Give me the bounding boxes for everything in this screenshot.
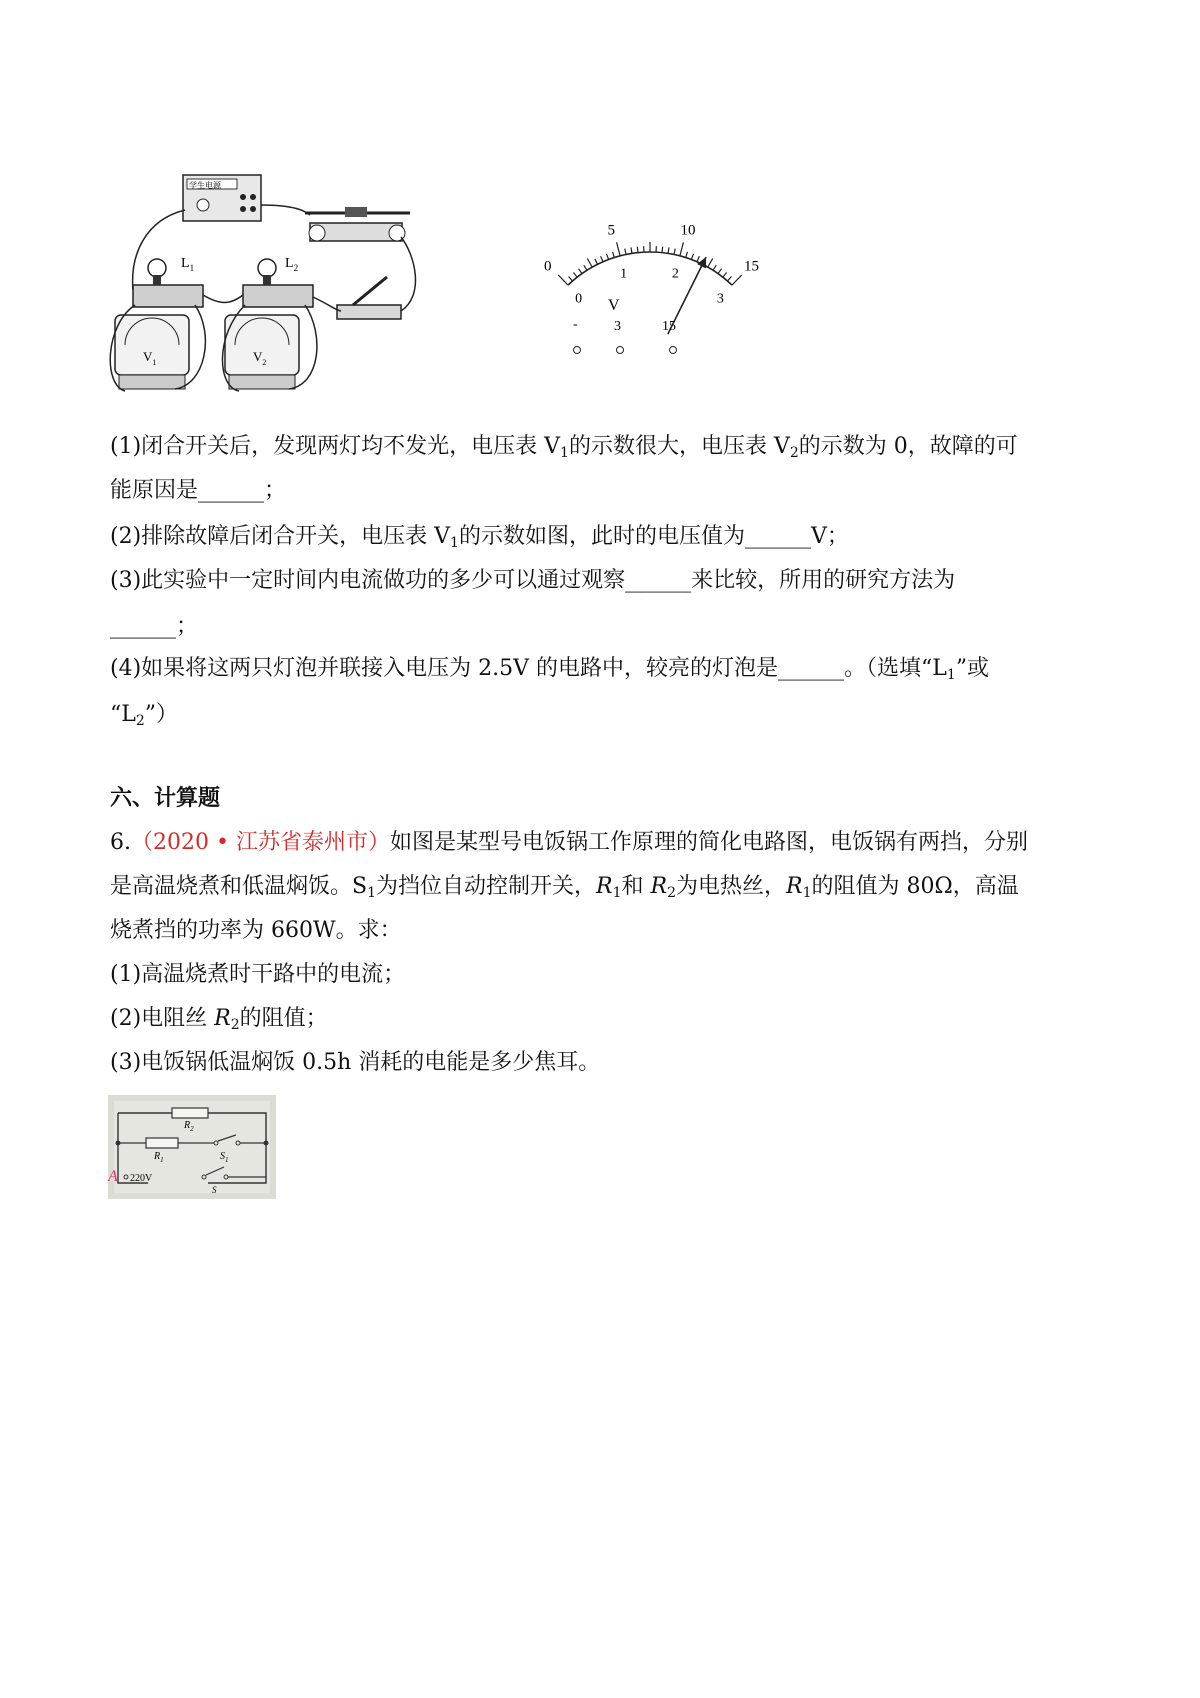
rice-cooker-circuit-figure (108, 1095, 276, 1199)
dial-tick (637, 247, 638, 253)
dial-tick (662, 247, 663, 253)
dial-tick (686, 252, 688, 258)
voltmeter-v1-label: $V_1$ (143, 349, 157, 367)
terminal-3-post (617, 347, 624, 354)
dial-tick (569, 277, 573, 282)
question-3-line-1: (3)此实验中一定时间内电流做功的多少可以通过观察______来比较，所用的研究方法为 (110, 568, 956, 593)
question-1-line-2: 能原因是______； (110, 478, 287, 503)
lamp-l1-label: $L_1$ (181, 256, 195, 273)
dial-tick (601, 256, 603, 262)
problem-6-line-1: 6.（2020 • 江苏省泰州市）如图是某型号电饭锅工作原理的简化电路图，电饭锅有两挡，分别 (110, 830, 1028, 855)
dial-tick (617, 242, 621, 256)
voltage-label: 220V (130, 1173, 153, 1184)
voltmeter-dial-figure (540, 200, 780, 380)
dial-tick (558, 275, 568, 285)
problem-source: （2020 • 江苏省泰州市） (131, 830, 390, 855)
terminal-15-post (670, 347, 677, 354)
upper-scale-label: 5 (607, 222, 616, 239)
dial-tick (708, 258, 713, 267)
dial-tick (691, 254, 693, 260)
question-2: (2)排除故障后闭合开关，电压表 $V_1$的示数如图，此时的电压值为______V； (110, 524, 849, 551)
experiment-circuit-figure (105, 165, 465, 445)
dial-tick (732, 275, 742, 285)
upper-scale-label: 10 (680, 222, 696, 239)
section-heading: 六、计算题 (110, 786, 221, 811)
question-3-line-2: ______； (110, 614, 199, 639)
s-label: S (212, 1185, 217, 1195)
dial-tick (674, 249, 675, 255)
terminal-minus: - (573, 317, 578, 332)
dial-tick (613, 252, 615, 258)
dial-tick (728, 277, 732, 282)
question-4-line-1: (4)如果将这两只灯泡并联接入电压为 2.5V 的电路中，较亮的灯泡是______。（选填“$L_1$”或 (110, 656, 990, 683)
dial-tick (631, 247, 632, 253)
dial-tick (668, 247, 669, 253)
upper-scale-label: 15 (744, 258, 760, 275)
terminal-15: 15 (662, 319, 676, 334)
question-4-line-2: “$L_2$”） (110, 702, 179, 729)
dial-tick (718, 269, 721, 274)
power-source-label: 学生电源 (189, 181, 221, 190)
problem-6-sub-1: (1)高温烧煮时干路中的电流； (110, 962, 406, 987)
s1-label: $S_1$ (220, 1151, 229, 1164)
terminal-minus-post (574, 347, 581, 354)
problem-6-sub-3: (3)电饭锅低温焖饭 0.5h 消耗的电能是多少焦耳。 (110, 1050, 601, 1075)
dial-tick (587, 258, 592, 267)
terminal-3: 3 (614, 319, 621, 334)
problem-6-sub-2: (2)电阻丝 $R_2$的阻值； (110, 1006, 328, 1033)
dial-unit: V (608, 297, 620, 314)
lower-scale-label: 1 (620, 266, 628, 282)
r2-label: $R_2$ (184, 1120, 194, 1133)
dial-tick (584, 265, 587, 270)
handwritten-mark: A (108, 1168, 118, 1185)
dial-tick (595, 259, 598, 264)
problem-6-line-2: 是高温烧煮和低温焖饭。$S_1$为挡位自动控制开关，$R_1$和 $R_2$为电热丝，$R_1$的阻值为 80Ω，高温 (110, 874, 1019, 901)
question-1-line-1: (1)闭合开关后，发现两灯均不发光，电压表 $V_1$的示数很大，电压表 $V_2$的示数为 0，故障的可 (110, 434, 1018, 461)
dial-tick (680, 242, 684, 256)
dial-tick (573, 272, 577, 277)
problem-6-line-3: 烧煮挡的功率为 660W。求： (110, 918, 402, 943)
dial-tick (697, 256, 699, 262)
upper-scale-label: 0 (543, 258, 552, 275)
dial-tick (723, 272, 727, 277)
dial-tick (713, 265, 716, 270)
dial-tick (579, 269, 582, 274)
dial-arc (568, 252, 732, 285)
lower-scale-label: 2 (671, 266, 679, 282)
r1-label: $R_1$ (154, 1151, 164, 1164)
lower-scale-label: 0 (575, 291, 583, 307)
lamp-l2-label: $L_2$ (285, 256, 299, 273)
dial-tick (625, 249, 626, 255)
voltmeter-v2-label: $V_2$ (253, 349, 267, 367)
dial-tick (607, 254, 609, 260)
lower-scale-label: 3 (716, 291, 724, 307)
